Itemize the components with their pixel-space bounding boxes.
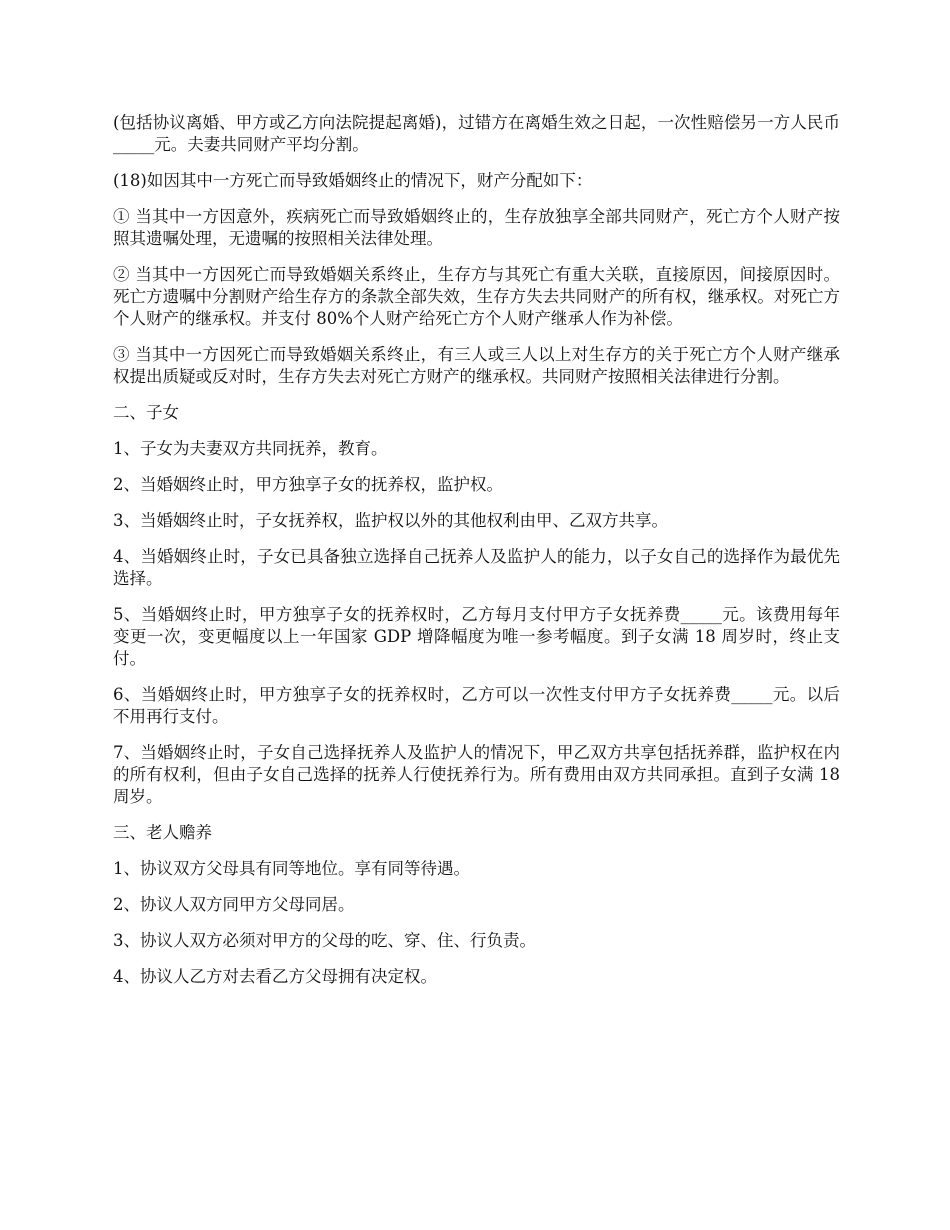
elderly-item-4: 4、协议人乙方对去看乙方父母拥有决定权。	[113, 967, 437, 986]
children-item-4: 4、当婚姻终止时，子女已具备独立选择自己抚养人及监护人的能力，以子女自己的选择作为最优先选择。	[113, 547, 840, 588]
paragraph-inheritance-dispute: ③ 当其中一方因死亡而导致婚姻关系终止，有三人或三人以上对生存方的关于死亡方个人财产继承权提出质疑或反对时，生存方失去对死亡方财产的继承权。共同财产按照相关法律进行分割。	[113, 345, 840, 386]
elderly-item-1: 1、协议双方父母具有同等地位。享有同等待遇。	[113, 859, 470, 878]
paragraph-death-accident: ① 当其中一方因意外，疾病死亡而导致婚姻终止的，生存放独享全部共同财产，死亡方个人财产按照其遗嘱处理，无遗嘱的按照相关法律处理。	[113, 207, 840, 248]
section-heading-elderly-care: 三、老人赡养	[113, 823, 212, 842]
children-item-2: 2、当婚姻终止时，甲方独享子女的抚养权，监护权。	[113, 475, 503, 494]
children-item-7: 7、当婚姻终止时，子女自己选择抚养人及监护人的情况下，甲乙双方共享包括抚养群，监护权在内的所有权利，但由子女自己选择的抚养人行使抚养行为。所有费用由双方共同承担。直到子女满 18 周岁。	[113, 743, 840, 806]
paragraph-clause-18: (18)如因其中一方死亡而导致婚姻终止的情况下，财产分配如下：	[113, 171, 593, 190]
elderly-item-2: 2、协议人双方同甲方父母同居。	[113, 895, 355, 914]
children-item-5: 5、当婚姻终止时，甲方独享子女的抚养权时，乙方每月支付甲方子女抚养费_____元。该费用每年变更一次，变更幅度以上一年国家 GDP 增降幅度为唯一参考幅度。到子女满 18 周岁时，终止支付。	[113, 605, 840, 668]
document-page	[113, 112, 840, 1002]
children-item-3: 3、当婚姻终止时，子女抚养权，监护权以外的其他权利由甲、乙双方共享。	[113, 511, 668, 530]
paragraph-death-related: ② 当其中一方因死亡而导致婚姻关系终止，生存方与其死亡有重大关联，直接原因，间接原因时。死亡方遗嘱中分割财产给生存方的条款全部失效，生存方失去共同财产的所有权，继承权。对死亡方个人财产的继承权。并支付 80%个人财产给死亡方个人财产继承人作为补偿。	[113, 265, 840, 328]
elderly-item-3: 3、协议人双方必须对甲方的父母的吃、穿、住、行负责。	[113, 931, 536, 950]
children-item-6: 6、当婚姻终止时，甲方独享子女的抚养权时，乙方可以一次性支付甲方子女抚养费_____元。以后不用再行支付。	[113, 685, 840, 726]
section-heading-children: 二、子女	[113, 403, 179, 422]
paragraph-divorce-compensation: (包括协议离婚、甲方或乙方向法院提起离婚)，过错方在离婚生效之日起，一次性赔偿另一方人民币_____元。夫妻共同财产平均分割。	[113, 113, 840, 154]
children-item-1: 1、子女为夫妻双方共同抚养，教育。	[113, 439, 388, 458]
